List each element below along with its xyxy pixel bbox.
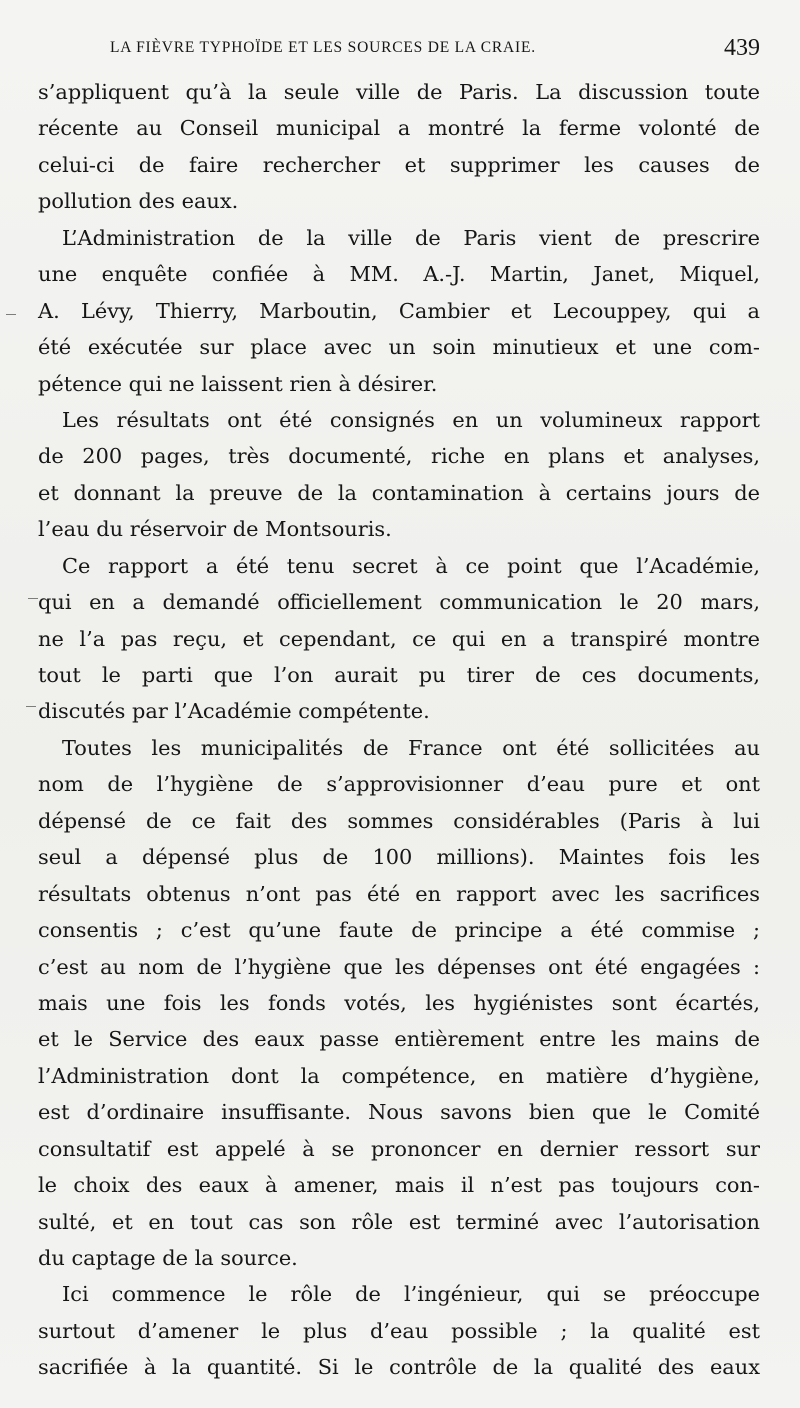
text-line: tout le parti que l’on aurait pu tirer de ces documents, (38, 663, 760, 687)
text-line: Les résultats ont été consignés en un volumineux rapport (62, 407, 760, 432)
text-line: sulté, et en tout cas son rôle est terminé avec l’autorisation (38, 1209, 760, 1234)
text-line: pollution des eaux. (38, 189, 239, 214)
page-number: 439 (724, 35, 760, 61)
text-line: résultats obtenus n’ont pas été en rapport avec les sacrifices (38, 881, 760, 906)
text-line: l’Administration dont la compétence, en matière d’hygiène, (38, 1063, 760, 1088)
text-line: dépensé de ce fait des sommes considérables (Paris à lui (38, 808, 760, 833)
body-text (38, 74, 760, 1386)
margin-mark (6, 314, 16, 315)
text-line: qui en a demandé officiellement communication le 20 mars, (38, 590, 760, 615)
text-line: seul a dépensé plus de 100 millions). Maintes fois les (38, 845, 760, 870)
text-line: est d’ordinaire insuffisante. Nous savons bien que le Comité (38, 1100, 760, 1125)
text-line: ne l’a pas reçu, et cependant, ce qui en a transpiré montre (38, 626, 760, 651)
text-line: Ce rapport a été tenu secret à ce point que l’Académie, (62, 553, 760, 578)
text-line: mais une fois les fonds votés, les hygiénistes sont écartés, (38, 990, 760, 1015)
text-line: surtout d’amener le plus d’eau possible ; la qualité est (38, 1318, 760, 1343)
text-line: le choix des eaux à amener, mais il n’est pas toujours con- (38, 1173, 760, 1198)
running-title: LA FIÈVRE TYPHOÏDE ET LES SOURCES DE LA CRAIE. (110, 39, 536, 56)
text-line: récente au Conseil municipal a montré la ferme volonté de (38, 116, 760, 141)
margin-mark (26, 706, 36, 707)
text-line: Ici commence le rôle de l’ingénieur, qui se préoccupe (62, 1282, 760, 1307)
text-line: du captage de la source. (38, 1246, 298, 1270)
text-line: pétence qui ne laissent rien à désirer. (38, 371, 438, 396)
text-line: été exécutée sur place avec un soin minutieux et une com- (38, 335, 760, 360)
text-line: et donnant la preuve de la contamination à certains jours de (38, 480, 760, 505)
text-line: une enquête confiée à MM. A.-J. Martin, Janet, Miquel, (38, 262, 760, 287)
text-line: l’eau du réservoir de Montsouris. (38, 517, 392, 542)
text-line: discutés par l’Académie compétente. (38, 699, 430, 724)
text-line: celui-ci de faire rechercher et supprimer les causes de (38, 152, 760, 177)
text-line: A. Lévy, Thierry, Marboutin, Cambier et Lecouppey, qui a (38, 298, 760, 323)
text-line: c’est au nom de l’hygiène que les dépenses ont été engagées : (38, 954, 760, 979)
running-head (110, 36, 760, 66)
text-line: nom de l’hygiène de s’approvisionner d’eau pure et ont (38, 772, 760, 797)
text-line: et le Service des eaux passe entièrement entre les mains de (38, 1027, 760, 1052)
text-line: consultatif est appelé à se prononcer en dernier ressort sur (38, 1136, 760, 1161)
text-line: L’Administration de la ville de Paris vient de prescrire (62, 225, 760, 250)
margin-mark (28, 598, 38, 599)
text-line: sacrifiée à la quantité. Si le contrôle de la qualité des eaux (38, 1355, 760, 1380)
text-line: consentis ; c’est qu’une faute de principe a été commise ; (38, 918, 760, 943)
text-line: Toutes les municipalités de France ont été sollicitées au (62, 735, 760, 760)
text-line: de 200 pages, très documenté, riche en plans et analyses, (38, 444, 760, 469)
text-line: s’appliquent qu’à la seule ville de Paris. La discussion toute (38, 80, 760, 104)
